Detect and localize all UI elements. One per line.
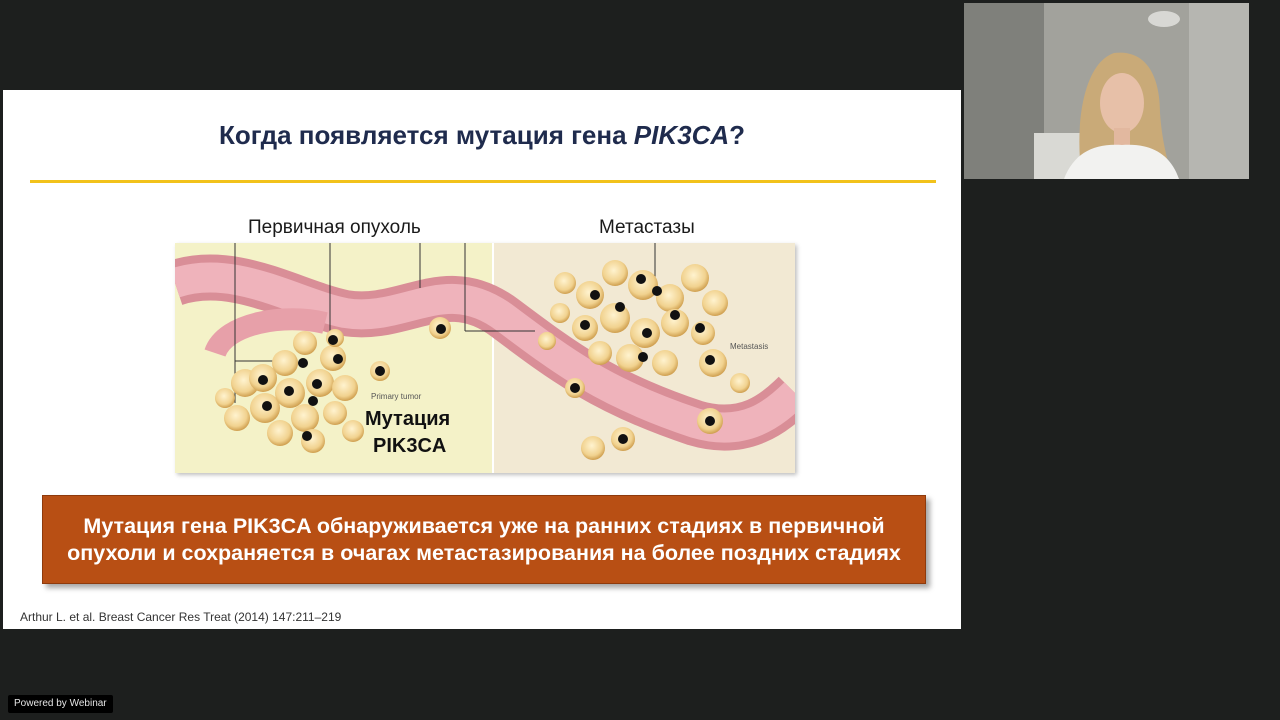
citation: Arthur L. et al. Breast Cancer Res Treat (2014) 147:211–219 [20,610,342,624]
presenter-webcam [964,3,1249,179]
key-message-text: Мутация гена PIK3CA обнаруживается уже на ранних стадиях в первичной опухоли и сохраняется в очагах метастазирования на более поздних стадиях [67,513,901,565]
powered-by-badge[interactable]: Powered by Webinar [8,695,113,713]
presenter-video-icon [964,3,1249,179]
tumor-illustration-svg [175,243,795,473]
metastasis-caption: Metastasis [730,342,769,351]
presentation-slide [3,90,961,629]
tumor-illustration [175,243,795,473]
mutation-label-line1: Мутация [365,408,451,430]
label-metastases: Метастазы [599,217,695,238]
slide-title [3,120,961,151]
key-message-callout [42,495,926,584]
label-primary-tumor: Первичная опухоль [248,217,421,238]
slide-title-text: Когда появляется мутация гена [218,120,634,150]
title-divider [30,180,936,183]
primary-tumor-caption: Primary tumor [371,392,422,401]
slide-title-end: ? [729,120,746,150]
mutation-label-line2: PIK3CA [373,435,447,457]
slide-title-gene: PIK3CA [633,120,730,150]
